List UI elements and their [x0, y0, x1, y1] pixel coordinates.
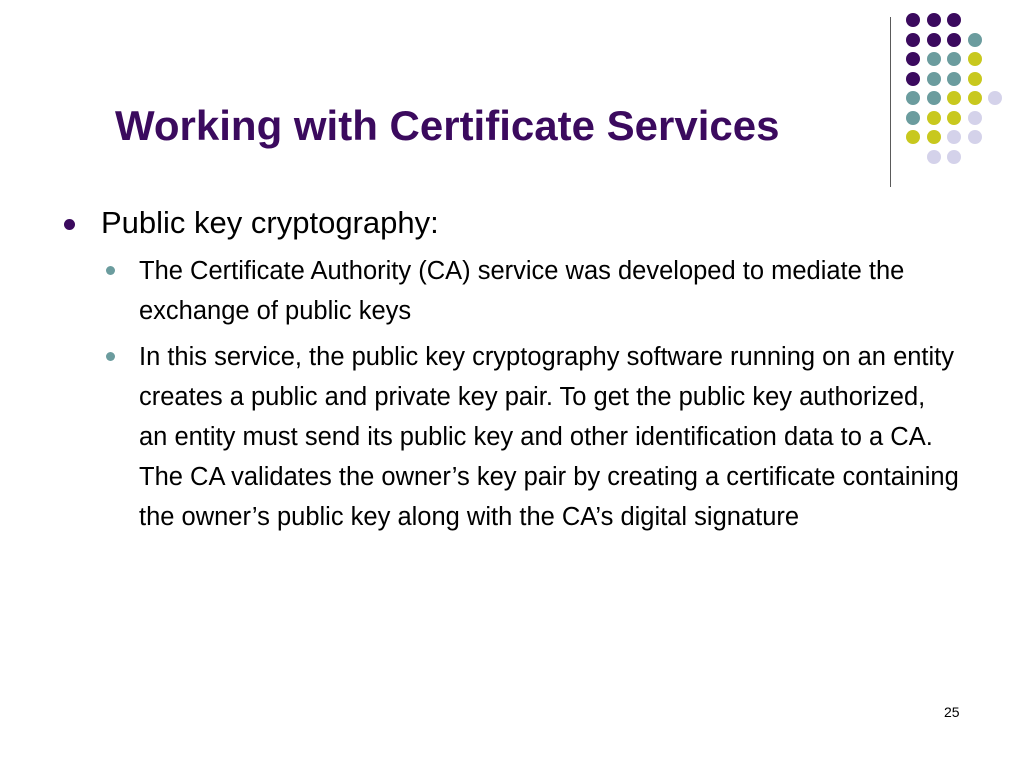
pattern-dot	[927, 72, 941, 86]
bullet-text: Public key cryptography:	[101, 205, 439, 240]
pattern-dot	[988, 91, 1002, 105]
pattern-dot	[927, 52, 941, 66]
pattern-dot	[927, 33, 941, 47]
pattern-dot	[927, 91, 941, 105]
pattern-dot	[968, 52, 982, 66]
sub-bullet-text: In this service, the public key cryptography software running on an entity creates a public and private key pair. To get the public key authorized, an entity must send its public key and other identification data to a CA. The CA validates the owner’s key pair by creating a certificate containing the owner’s public key along with the CA’s digital signature	[139, 343, 959, 531]
pattern-dot	[927, 13, 941, 27]
pattern-dot	[947, 52, 961, 66]
pattern-dot	[968, 91, 982, 105]
pattern-dot	[927, 111, 941, 125]
pattern-dot	[927, 150, 941, 164]
bullet-dot-icon	[64, 219, 75, 230]
pattern-dot	[947, 13, 961, 27]
sub-bullet-list	[62, 251, 962, 537]
sub-bullet-text: The Certificate Authority (CA) service was developed to mediate the exchange of public keys	[139, 257, 905, 325]
sub-bullet-ca-service	[62, 251, 959, 331]
pattern-dot	[947, 150, 961, 164]
pattern-dot	[968, 111, 982, 125]
pattern-dot	[906, 13, 920, 27]
slide-number: 25	[944, 704, 960, 720]
sub-bullet-key-pair-process	[62, 337, 959, 537]
decorative-dot-pattern	[906, 13, 1016, 168]
slide-title: Working with Certificate Services	[115, 102, 780, 149]
pattern-dot	[947, 72, 961, 86]
title-divider	[890, 17, 891, 187]
slide-body	[62, 203, 962, 543]
sub-bullet-dot-icon	[106, 266, 115, 275]
pattern-dot	[906, 91, 920, 105]
pattern-dot	[906, 130, 920, 144]
pattern-dot	[968, 72, 982, 86]
bullet-public-key-cryptography	[62, 203, 962, 243]
sub-bullet-dot-icon	[106, 352, 115, 361]
pattern-dot	[906, 111, 920, 125]
pattern-dot	[906, 33, 920, 47]
pattern-dot	[947, 91, 961, 105]
pattern-dot	[968, 33, 982, 47]
pattern-dot	[947, 130, 961, 144]
pattern-dot	[906, 52, 920, 66]
pattern-dot	[947, 33, 961, 47]
pattern-dot	[968, 130, 982, 144]
pattern-dot	[927, 130, 941, 144]
pattern-dot	[906, 72, 920, 86]
pattern-dot	[947, 111, 961, 125]
